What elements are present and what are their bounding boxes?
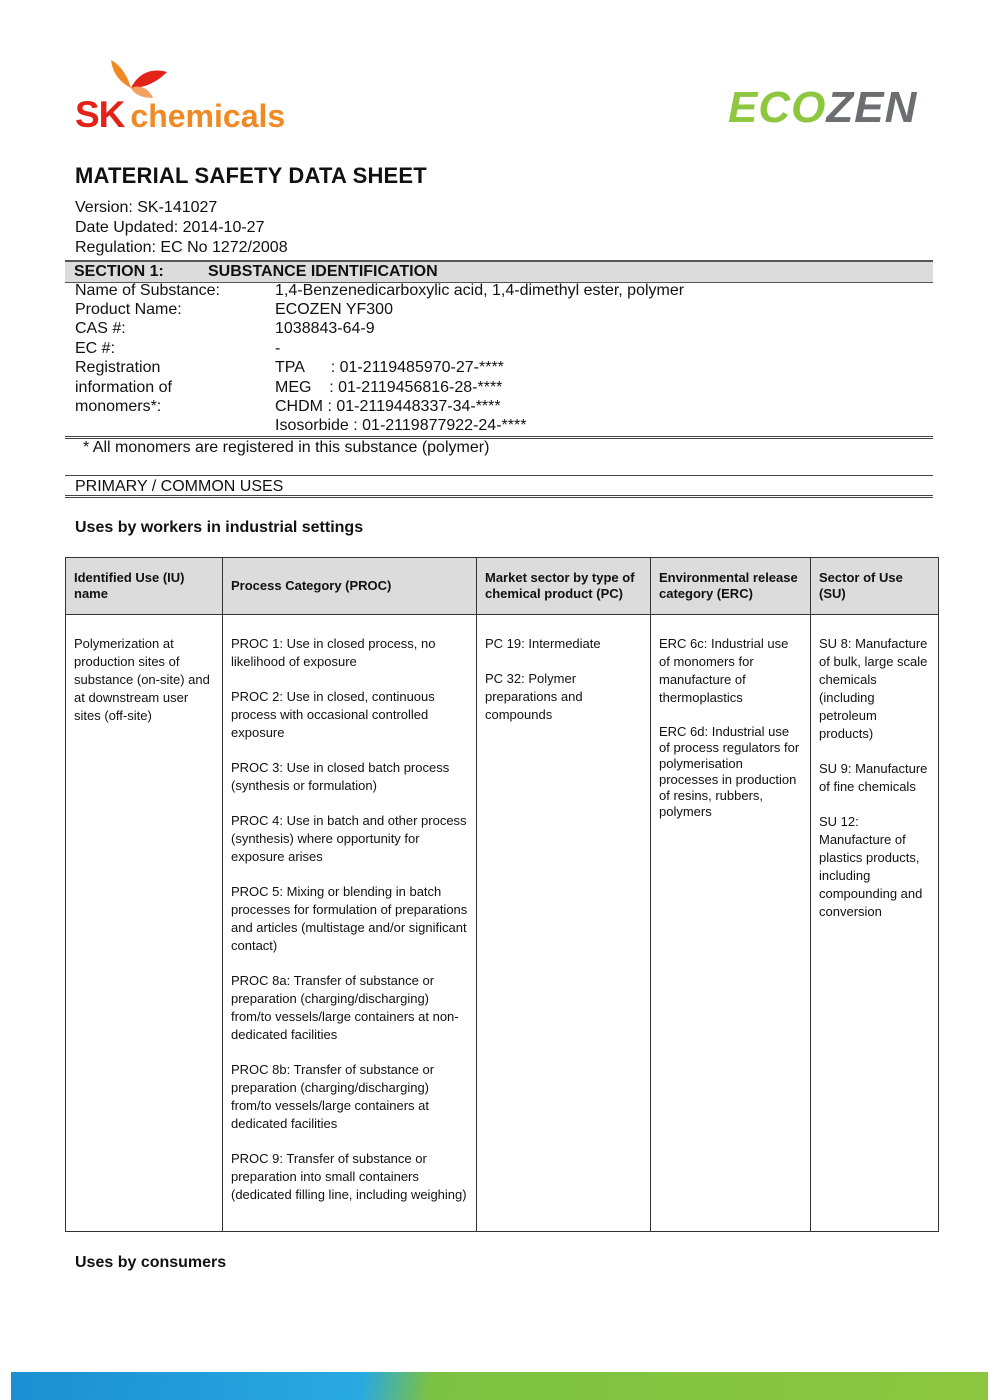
su-entry: SU 8: Manufacture of bulk, large scale chemicals (including petroleum products): [819, 636, 928, 741]
consumers-uses-heading: Uses by consumers: [75, 1254, 227, 1271]
substance-label: Name of Substance:: [75, 282, 220, 299]
section-title: SUBSTANCE IDENTIFICATION: [208, 263, 438, 280]
sk-brand-text: SK: [75, 94, 125, 135]
identified-use-text: Polymerization at production sites of substance (on-site) and at downstream user sites (off-site): [74, 636, 210, 723]
proc-entry: PROC 1: Use in closed process, no likelihood of exposure: [231, 636, 436, 669]
erc-entry: ERC 6d: Industrial use of process regulators for polymerisation processes in production of resins, rubbers, polymers: [659, 724, 800, 819]
proc-entry: PROC 8a: Transfer of substance or preparation (charging/discharging) from/to vessels/large containers at non-dedicated facilities: [231, 973, 459, 1042]
regulation-text: Regulation: EC No 1272/2008: [75, 239, 288, 256]
substance-value: 1,4-Benzenedicarboxylic acid, 1,4-dimethyl ester, polymer: [275, 282, 685, 299]
registration-chdm: CHDM : 01-2119448337-34-****: [275, 398, 501, 415]
pc-cell: [477, 615, 651, 1232]
proc-entry: PROC 2: Use in closed, continuous process with occasional controlled exposure: [231, 689, 435, 740]
pc-entry: PC 19: Intermediate: [485, 636, 601, 651]
header-market-sector: Market sector by type of chemical product (PC): [477, 558, 651, 615]
pc-entry: PC 32: Polymer preparations and compounds: [485, 671, 583, 722]
primary-uses-heading: PRIMARY / COMMON USES: [75, 478, 284, 495]
registration-label-line-2: information of: [75, 379, 172, 396]
uses-table: [65, 557, 939, 1232]
proc-entry: PROC 5: Mixing or blending in batch processes for formulation of preparations and articles (multistage and/or significant contact): [231, 884, 468, 953]
erc-cell: [651, 615, 811, 1232]
proc-entry: PROC 9: Transfer of substance or preparation into small containers (dedicated filling line, including weighing): [231, 1151, 467, 1202]
ecozen-eco-text: ECO: [728, 83, 827, 132]
sk-suffix-text: chemicals: [130, 98, 286, 134]
table-row: [66, 615, 939, 1232]
divider: [65, 436, 933, 437]
registration-label-line-1: Registration: [75, 359, 161, 376]
product-label: Product Name:: [75, 301, 182, 318]
cas-label: CAS #:: [75, 320, 126, 337]
monomers-footnote: * All monomers are registered in this substance (polymer): [83, 439, 490, 456]
header-process-category: Process Category (PROC): [223, 558, 477, 615]
divider: [65, 475, 933, 476]
footer-color-stripe: [11, 1372, 988, 1400]
su-cell: [811, 615, 939, 1232]
su-entry: SU 12: Manufacture of plastics products, including compounding and conversion: [819, 814, 923, 919]
registration-isosorbide: Isosorbide : 01-2119877922-24-****: [275, 417, 527, 434]
version-text: Version: SK-141027: [75, 199, 218, 216]
registration-meg: MEG : 01-2119456816-28-****: [275, 379, 503, 396]
proc-entry: PROC 3: Use in closed batch process (synthesis or formulation): [231, 760, 450, 793]
section-1-header: [65, 260, 933, 283]
registration-label-line-3: monomers*:: [75, 398, 162, 415]
proc-cell: [223, 615, 477, 1232]
ec-value: -: [275, 340, 281, 357]
proc-entry: PROC 8b: Transfer of substance or preparation (charging/discharging) from/to vessels/large containers at dedicated facilities: [231, 1062, 435, 1131]
cas-value: 1038843-64-9: [275, 320, 375, 337]
ecozen-zen-text: ZEN: [826, 83, 918, 132]
header-sector-of-use: Sector of Use (SU): [811, 558, 939, 615]
header-identified-use: Identified Use (IU) name: [66, 558, 223, 615]
table-header-row: [66, 558, 939, 615]
header-environmental-release: Environmental release category (ERC): [651, 558, 811, 615]
divider: [65, 495, 933, 496]
product-value: ECOZEN YF300: [275, 301, 393, 318]
workers-uses-heading: Uses by workers in industrial settings: [75, 519, 364, 536]
sk-chemicals-logo: [75, 58, 290, 138]
document-title: MATERIAL SAFETY DATA SHEET: [75, 163, 427, 188]
su-entry: SU 9: Manufacture of fine chemicals: [819, 761, 928, 794]
identified-use-cell: [66, 615, 223, 1232]
proc-entry: PROC 4: Use in batch and other process (synthesis) where opportunity for exposure arises: [231, 813, 467, 864]
ecozen-logo: [728, 83, 933, 136]
divider: [65, 497, 933, 498]
registration-tpa: TPA : 01-2119485970-27-****: [275, 359, 504, 376]
section-number: SECTION 1:: [74, 263, 164, 280]
ec-label: EC #:: [75, 340, 116, 357]
erc-entry: ERC 6c: Industrial use of monomers for manufacture of thermoplastics: [659, 636, 789, 705]
date-updated-text: Date Updated: 2014-10-27: [75, 219, 265, 236]
